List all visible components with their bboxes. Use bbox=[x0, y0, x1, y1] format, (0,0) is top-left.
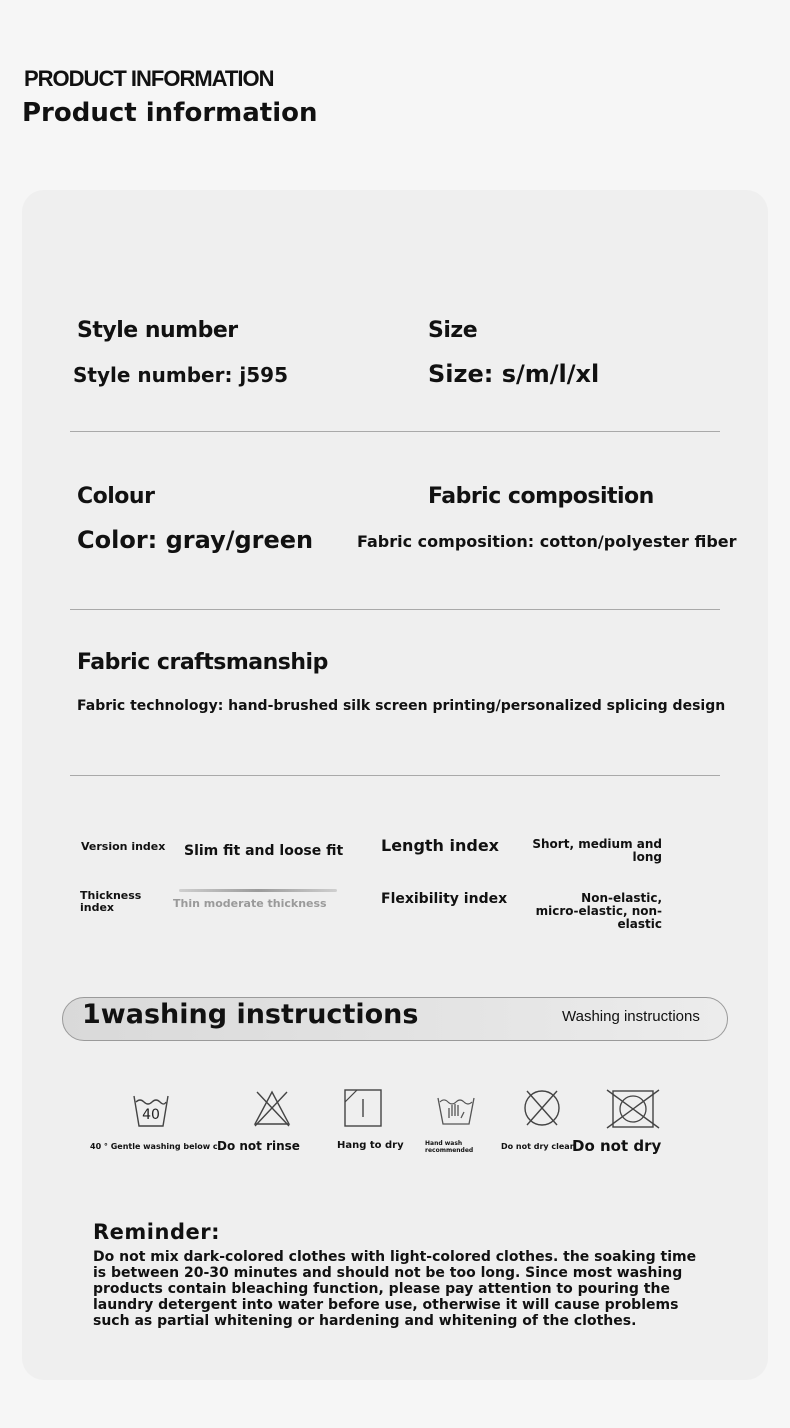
divider bbox=[70, 775, 720, 776]
divider bbox=[70, 431, 720, 432]
no-dry-clean-caption: Do not dry clean bbox=[501, 1142, 576, 1151]
hang-dry-caption: Hang to dry bbox=[337, 1140, 404, 1151]
hand-wash-caption: Hand wash recommended bbox=[425, 1140, 474, 1154]
style-number-label: Style number bbox=[77, 318, 238, 343]
divider bbox=[70, 609, 720, 610]
hang-dry-icon bbox=[343, 1088, 383, 1128]
washing-subtitle: Washing instructions bbox=[562, 1008, 700, 1025]
colour-label: Colour bbox=[77, 484, 155, 509]
size-value: Size: s/m/l/xl bbox=[428, 360, 600, 388]
style-number-value: Style number: j595 bbox=[73, 363, 289, 387]
hand-wash-icon bbox=[436, 1092, 476, 1128]
length-index-value: Short, medium and long bbox=[532, 837, 662, 864]
reminder-text: Do not mix dark-colored clothes with light-colored clothes. the soaking time is between 20-30 minutes and should not be too long. Since most washing products contain bleaching function, please pay attention to pouring the laundry detergent into water before use, otherwise it will cause problems such as partial whitening or hardening and whitening of the clothes. bbox=[93, 1249, 697, 1329]
version-index-value: Slim fit and loose fit bbox=[184, 843, 344, 859]
thickness-index-value: Thin moderate thickness bbox=[173, 897, 327, 910]
header-title-caps: PRODUCT INFORMATION bbox=[24, 66, 274, 91]
header-title: Product information bbox=[22, 98, 318, 128]
svg-text:40: 40 bbox=[142, 1107, 160, 1123]
craftsmanship-value: Fabric technology: hand-brushed silk screen printing/personalized splicing design bbox=[77, 698, 726, 714]
no-dry-clean-icon bbox=[522, 1088, 562, 1128]
washing-title: 1washing instructions bbox=[82, 999, 419, 1030]
thickness-index-label: Thickness index bbox=[80, 889, 142, 914]
no-bleach-icon bbox=[252, 1088, 292, 1128]
wash-40-caption: 40 ° Gentle washing below c bbox=[90, 1142, 218, 1151]
flexibility-index-value: Non-elastic, micro-elastic, non-elastic bbox=[535, 891, 662, 931]
craftsmanship-label: Fabric craftsmanship bbox=[77, 650, 328, 675]
length-index-label: Length index bbox=[381, 836, 499, 855]
colour-value: Color: gray/green bbox=[77, 526, 314, 554]
wash-40-icon bbox=[131, 1090, 171, 1130]
fabric-composition-value: Fabric composition: cotton/polyester fiber bbox=[357, 532, 737, 551]
size-label: Size bbox=[428, 318, 478, 343]
flexibility-index-label: Flexibility index bbox=[381, 891, 508, 907]
fabric-composition-label: Fabric composition bbox=[428, 484, 654, 509]
no-bleach-caption: Do not rinse bbox=[217, 1139, 300, 1153]
no-tumble-dry-icon bbox=[605, 1088, 661, 1130]
reminder-title: Reminder: bbox=[93, 1220, 220, 1244]
version-index-label: Version index bbox=[81, 840, 166, 853]
thickness-bar bbox=[179, 889, 337, 892]
no-tumble-dry-caption: Do not dry bbox=[572, 1137, 662, 1155]
